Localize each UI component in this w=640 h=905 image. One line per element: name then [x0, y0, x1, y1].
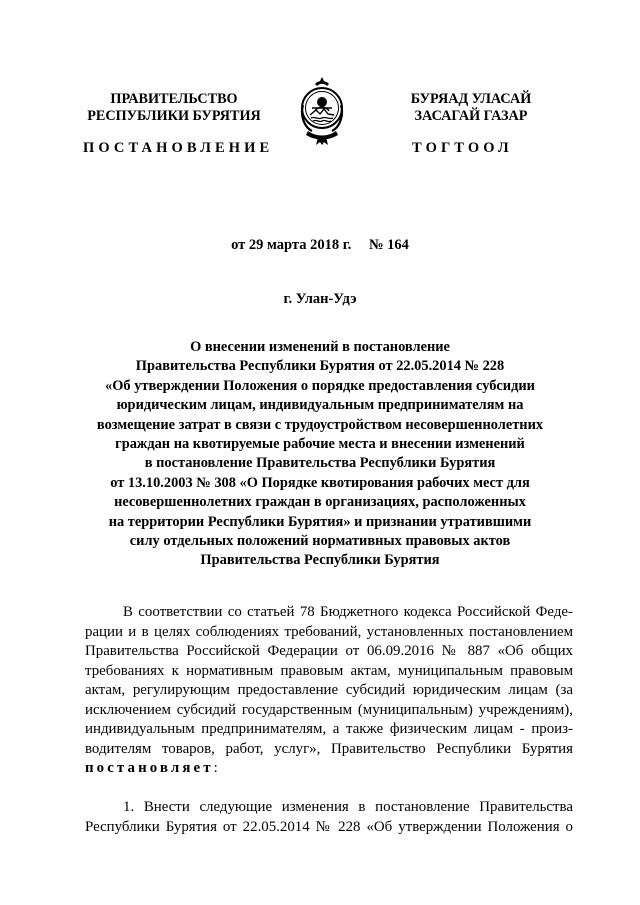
paragraph-line: требованиях к нормативным правовым актам, муниципальным правовым: [85, 662, 573, 679]
document-city: г. Улан-Удэ: [283, 291, 357, 307]
preamble-paragraph: [85, 603, 573, 779]
title-line: возмещение затрат в связи с трудоустройством несовершеннолетних: [96, 416, 544, 433]
title-line: юридическим лицам, индивидуальным предпринимателям на: [116, 397, 524, 414]
header-left-line: РЕСПУБЛИКИ БУРЯТИЯ: [87, 108, 261, 124]
title-line: в постановление Правительства Республики Бурятия: [144, 455, 496, 472]
item-1-paragraph: [85, 798, 573, 837]
date-number-line: [0, 237, 640, 254]
paragraph-line: Правительства Российской Федерации от 06.09.2016 № 887 «Об общих: [85, 643, 573, 659]
document-kind-ru: ПОСТАНОВЛЕНИЕ: [83, 140, 274, 156]
header-right-line: ЗАСАГАЙ ГАЗАР: [414, 108, 528, 124]
title-line: несовершеннолетних граждан в организациях, расположенных: [114, 494, 526, 511]
document-number: № 164: [368, 237, 409, 253]
title-line: Правительства Республики Бурятия: [200, 552, 440, 569]
title-line: от 13.10.2003 № 308 «О Порядке квотирования рабочих мест для: [110, 474, 530, 491]
title-line: граждан на квотируемые рабочие места и внесении изменений: [115, 436, 525, 453]
title-line: «Об утверждении Положения о порядке предоставления субсидии: [105, 377, 535, 394]
header-right-line: БУРЯАД УЛАСАЙ: [410, 91, 532, 107]
paragraph-line: актам, регулирующим предоставление субсидий юридическим лицам (за: [85, 682, 573, 698]
paragraph-line: В соответствии со статьей 78 Бюджетного кодекса Российской Феде-: [123, 604, 573, 620]
paragraph-line: индивидуальным предпринимателям, а также физическим лицам - произ-: [85, 721, 573, 737]
paragraph-line: водителям товаров, работ, услуг», Правительство Республики Бурятия: [85, 740, 573, 757]
decree-word: постановляет: [85, 760, 214, 776]
decree-line: [85, 759, 573, 779]
header-left-authority: [86, 91, 262, 125]
document-date: от 29 марта 2018 г.: [231, 237, 352, 253]
header-left-line: ПРАВИТЕЛЬСТВО: [110, 91, 238, 107]
title-line: силу отдельных положений нормативных правовых актов: [129, 533, 511, 550]
header-right-authority: [383, 91, 559, 125]
title-line: О внесении изменений в постановление: [190, 339, 450, 355]
document-kind-bua: ТОГТООЛ: [412, 140, 513, 156]
coat-of-arms-icon: [298, 75, 346, 147]
decree-colon: :: [213, 760, 218, 776]
paragraph-line: рации и в целях соблюдениях требований, установленных постановлением: [85, 623, 573, 640]
paragraph-line: исключением субсидий государственным (муниципальным) учреждениям),: [85, 701, 573, 718]
title-line: на территории Республики Бурятия» и признании утратившими: [108, 513, 532, 530]
document-title: [80, 338, 560, 571]
paragraph-line: Республики Бурятия от 22.05.2014 № 228 «Об утверждении Положения о: [85, 818, 573, 835]
paragraph-line: 1. Внести следующие изменения в постановление Правительства: [123, 799, 573, 815]
title-line: Правительства Республики Бурятия от 22.05.2014 № 228: [135, 358, 505, 375]
